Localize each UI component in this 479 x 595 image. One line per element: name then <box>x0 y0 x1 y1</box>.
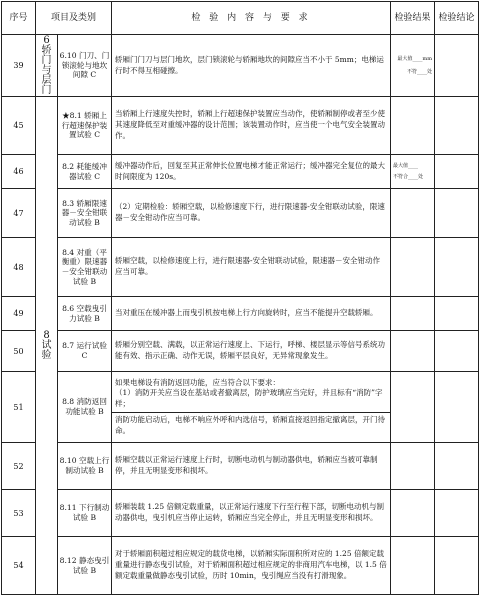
requirement-text: 缓冲器动作后，回复至其正常伸长位置电梯才能正常运行；缓冲器完全复位的最大时间限度为 120s。 <box>112 155 391 189</box>
table-row <box>2 297 479 331</box>
requirement-text: 轿厢装载 1.25 倍额定载重量，以正常运行速度下行至行程下部，切断电动机与制动器供电，曳引机应当停止运转，轿厢应当完全停止，并且无明显变形和损坏。 <box>112 490 391 537</box>
header-result: 检验结果 <box>391 2 435 35</box>
table-row <box>2 537 479 595</box>
header-item: 项目及类别 <box>36 2 112 35</box>
requirement-text: 当对重压在缓冲器上而曳引机按电梯上行方向旋转时，应当不能提升空载轿厢。 <box>112 297 391 331</box>
row-number: 49 <box>2 297 36 331</box>
row-number: 53 <box>2 490 36 537</box>
requirement-text: 轿厢空载，以检修速度上行，进行限速器-安全钳联动试验，限速器－安全钳动作应当可靠。 <box>112 238 391 297</box>
item-category: 8.12 静态曳引试验 B <box>58 537 112 595</box>
row-number: 47 <box>2 189 36 238</box>
conclusion-cell <box>435 443 479 490</box>
row-number: 50 <box>2 331 36 372</box>
conclusion-cell <box>435 490 479 537</box>
conclusion-cell <box>435 537 479 595</box>
header-row <box>2 2 479 35</box>
result-max: 最大值____ <box>393 162 419 169</box>
table-row <box>2 490 479 537</box>
row-number: 52 <box>2 443 36 490</box>
requirement-text: 对于轿厢面积超过相应规定的载货电梯，以轿厢实际面积所对应的 1.25 倍额定载重量进行静态曳引试验，对于轿厢面积超过相应规定的非商用汽车电梯，以 1.5 倍额定载重量做静态曳引试验，历时 10min，曳引绳应当没有打滑现象。 <box>112 537 391 595</box>
result-cell <box>391 331 435 372</box>
conclusion-cell <box>435 97 479 155</box>
result-cell <box>391 189 435 238</box>
item-category: 8.4 对重（平衡重）限速器－安全钳联动试验 B <box>58 238 112 297</box>
item-category: 8.7 运行试验 C <box>58 331 112 372</box>
result-fail: 不符合____处 <box>393 173 424 180</box>
conclusion-cell <box>435 372 479 443</box>
result-fail: 不符____处 <box>407 68 433 75</box>
result-cell <box>391 97 435 155</box>
conclusion-cell <box>435 35 479 97</box>
table-row <box>2 331 479 372</box>
table-row <box>2 155 479 189</box>
result-cell <box>391 155 435 189</box>
result-cell <box>391 372 435 443</box>
result-cell <box>391 297 435 331</box>
requirement-text: 当轿厢上行速度失控时，轿厢上行超速保护装置应当动作，使轿厢制停或者至少使其速度降低至对重缓冲器的设计范围；该装置动作时，应当使一个电气安全装置动作。 <box>112 97 391 155</box>
row-number: 46 <box>2 155 36 189</box>
conclusion-cell <box>435 238 479 297</box>
conclusion-cell <box>435 331 479 372</box>
item-category: 8.10 空载上行制动试验 B <box>58 443 112 490</box>
inspection-table <box>1 1 479 595</box>
row-number: 39 <box>2 35 36 97</box>
item-category: 8.11 下行制动试验 B <box>58 490 112 537</box>
item-category: 8.6 空载曳引力试验 B <box>58 297 112 331</box>
table-row <box>2 443 479 490</box>
category-group: 8试验 <box>36 97 58 595</box>
item-category: 6.10 门刀、门锁滚轮与地坎间隙 C <box>58 35 112 97</box>
header-requirements: 检 验 内 容 与 要 求 <box>112 2 391 35</box>
table-row <box>2 97 479 155</box>
result-cell <box>391 443 435 490</box>
result-cell <box>391 490 435 537</box>
result-max: 最大值____mm <box>397 55 433 62</box>
conclusion-cell <box>435 155 479 189</box>
requirement-text: 轿厢门门刀与层门地坎，层门锁滚轮与轿厢地坎的间隙应当不小于 5mm；电梯运行时不得互相碰擦。 <box>112 35 391 97</box>
header-no: 序号 <box>2 2 36 35</box>
table-row <box>2 372 479 443</box>
conclusion-cell <box>435 189 479 238</box>
item-category: 8.3 轿厢限速器－安全钳联动试验 B <box>58 189 112 238</box>
requirement-text: 轿厢空载以正常运行速度上行时，切断电动机与制动器供电，轿厢应当被可靠制停，并且无明显变形和损坏。 <box>112 443 391 490</box>
row-number: 48 <box>2 238 36 297</box>
item-category: 8.8 消防返回功能试验 B <box>58 372 112 443</box>
conclusion-cell <box>435 297 479 331</box>
requirement-text: 轿厢分别空载、满载，以正常运行速度上、下运行，呼梯、楼层显示等信号系统功能有效、指示正确、动作无误，轿厢平层良好，无异常现象发生。 <box>112 331 391 372</box>
row-number: 54 <box>2 537 36 595</box>
table-row <box>2 189 479 238</box>
row-number: 51 <box>2 372 36 443</box>
item-category: 8.2 耗能缓冲器试验 C <box>58 155 112 189</box>
result-cell <box>391 537 435 595</box>
table-row <box>2 35 479 97</box>
row-number: 45 <box>2 97 36 155</box>
item-category: ★8.1 轿厢上行超速保护装置试验 C <box>58 97 112 155</box>
requirement-text: （2）定期检验：轿厢空载，以检修速度下行，进行限速器-安全钳联动试验，限速器－安全钳动作应当可靠。 <box>112 189 391 238</box>
result-cell <box>391 35 435 97</box>
category-group: 6轿门与层门 <box>36 35 58 97</box>
table-row <box>2 238 479 297</box>
header-conclusion: 检验结论 <box>435 2 479 35</box>
result-cell <box>391 238 435 297</box>
requirement-text: 如果电梯设有消防返回功能，应当符合以下要求： （1）消防开关应当设在基站或者撤离层，防护玻璃应当完好，并且标有“消防”字样； 消防功能启动后，电梯不响应外呼和内选信号，轿厢直接返回指定撤离层，开门待命。 <box>112 372 391 443</box>
